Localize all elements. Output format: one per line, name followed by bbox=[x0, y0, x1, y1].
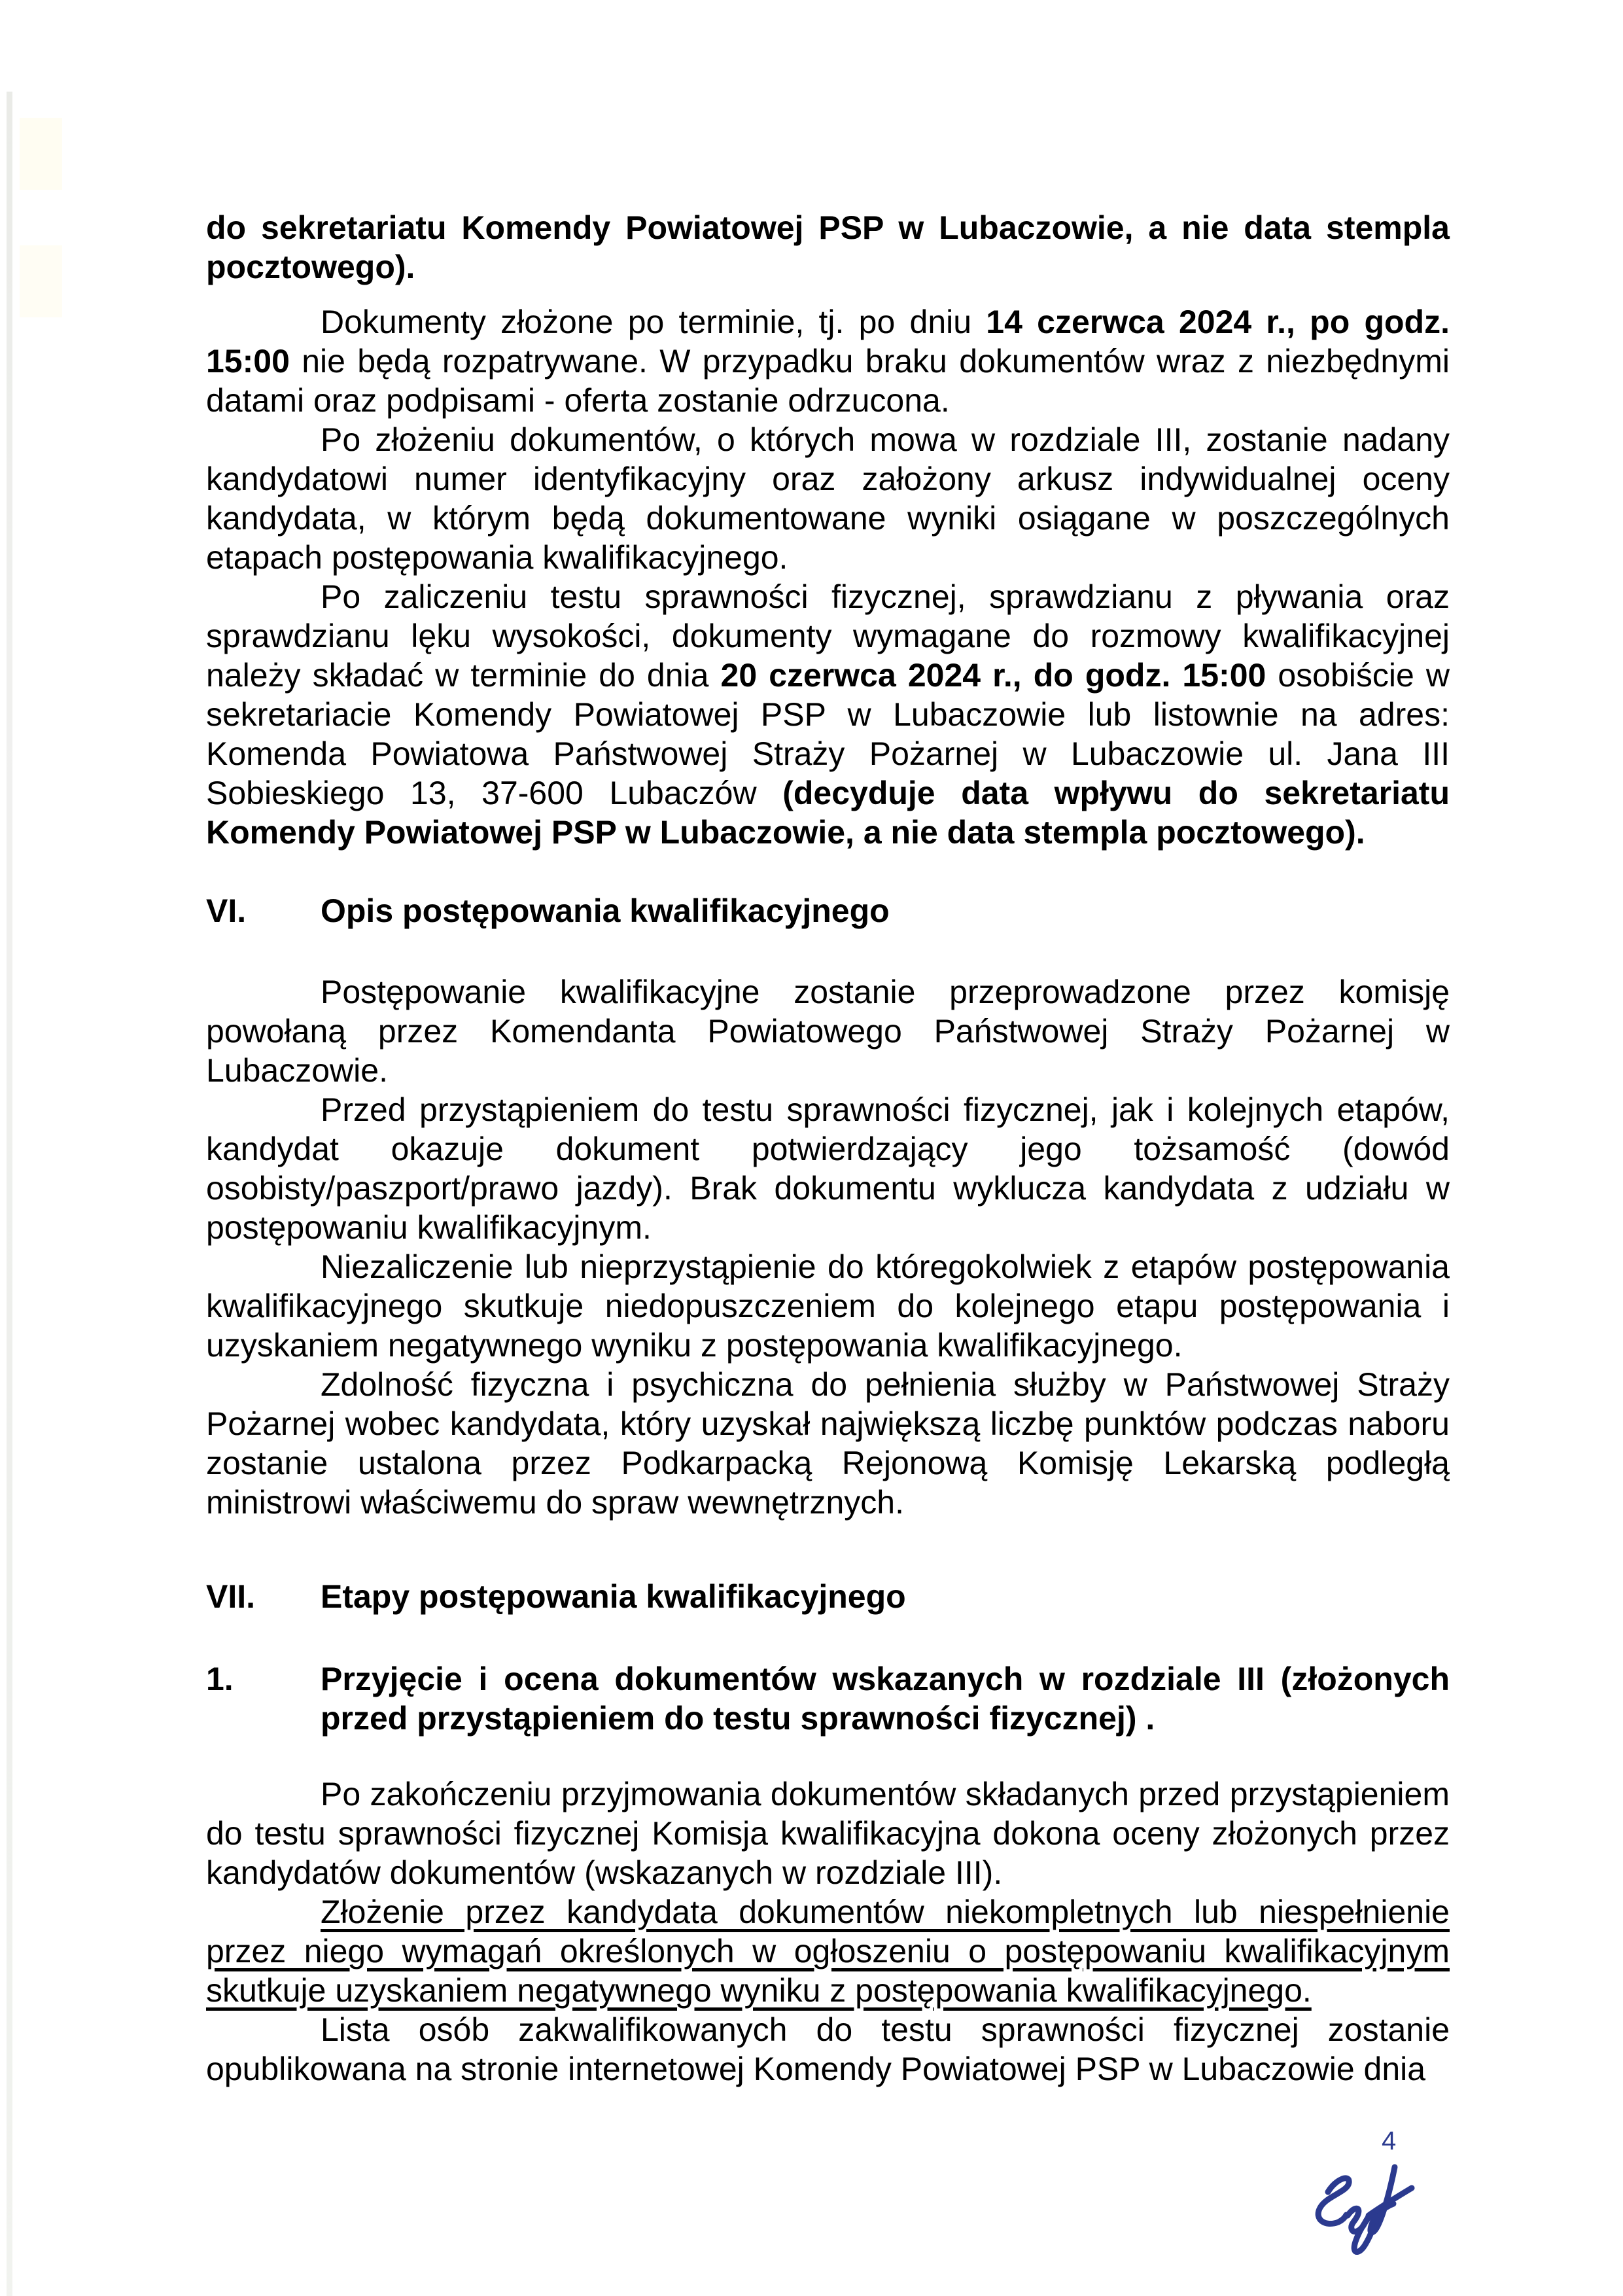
text-run: Zdolność fizyczna i psychiczna do pełnienia służby w Państwowej Straży Pożarnej wobec kandydata, który uzyskał największą liczbę punktów podczas naboru zostanie ustalona przez Podkarpacką Rejonową Komisję Lekarską podległą ministrowi właściwemu do spraw wewnętrznych. bbox=[206, 1366, 1450, 1521]
item-number: 1. bbox=[206, 1661, 234, 1697]
section-heading-vi bbox=[206, 891, 1450, 930]
text-run: Po zakończeniu przyjmowania dokumentów składanych przed przystąpieniem do testu sprawności fizycznej Komisja kwalifikacyjna dokona oceny złożonych przez kandydatów dokumentów (wskazanych w rozdziale III). bbox=[206, 1776, 1450, 1891]
text-run: Po złożeniu dokumentów, o których mowa w rozdziale III, zostanie nadany kandydatowi numer identyfikacyjny oraz założony arkusz indywidualnej oceny kandydata, w którym będą dokumentowane wyniki osiągane w poszczególnych etapach postępowania kwalifikacyjnego. bbox=[206, 421, 1450, 576]
document-text bbox=[206, 208, 1450, 2089]
text-run: Przed przystąpieniem do testu sprawności fizycznej, jak i kolejnych etapów, kandydat okazuje dokument potwierdzający jego tożsamość (dowód osobisty/paszport/prawo jazdy). Brak dokumentu wyklucza kandydata z udziału w postępowaniu kwalifikacyjnym. bbox=[206, 1091, 1450, 1246]
paragraph-qualified-list bbox=[206, 2010, 1450, 2089]
text-run: Lista osób zakwalifikowanych do testu sprawności fizycznej zostanie opublikowana na stronie internetowej Komendy Powiatowej PSP w Lubaczowie dnia bbox=[206, 2011, 1450, 2087]
page-number: 4 bbox=[1382, 2127, 1397, 2155]
scan-artifact-line bbox=[7, 92, 12, 2296]
paragraph-commission bbox=[206, 972, 1450, 1090]
text-run: Dokumenty złożone po terminie, tj. po dniu bbox=[321, 304, 986, 340]
paragraph-after-documents bbox=[206, 1775, 1450, 1892]
text-run: nie będą rozpatrywane. W przypadku braku dokumentów wraz z niezbędnymi datami oraz podpisami - oferta zostanie odrzucona. bbox=[206, 343, 1450, 419]
heading-number: VII. bbox=[206, 1578, 256, 1615]
paragraph-submit-documents bbox=[206, 577, 1450, 852]
heading-title: Opis postępowania kwalifikacyjnego bbox=[321, 892, 890, 929]
paragraph-continuation bbox=[206, 208, 1450, 287]
numbered-item-1-heading bbox=[206, 1659, 1450, 1738]
bold-date-run: 14 czerwca 2024 r., po godz. 15:00 bbox=[206, 304, 1450, 380]
signature-scribble-icon bbox=[1290, 2150, 1427, 2255]
bold-run: (decyduje data wpływu do sekretariatu Komendy Powiatowej PSP w Lubaczowie, a nie data stempla pocztowego). bbox=[206, 775, 1450, 851]
signature bbox=[1290, 2150, 1427, 2258]
text-run: Postępowanie kwalifikacyjne zostanie przeprowadzone przez komisję powołaną przez Komendanta Powiatowego Państwowej Straży Pożarnej w Lubaczowie. bbox=[206, 974, 1450, 1089]
bold-run: do sekretariatu Komendy Powiatowej PSP w Lubaczowie, a nie data stempla pocztowego). bbox=[206, 209, 1450, 285]
scan-artifact-smudge bbox=[20, 118, 62, 190]
section-heading-vii bbox=[206, 1577, 1450, 1616]
text-run: osobiście w sekretariacie Komendy Powiatowej PSP w Lubaczowie lub listownie na adres: Komenda Powiatowa Państwowej Straży Pożarnej w Lubaczowie ul. Jana III Sobieskiego 13, 37-600 Lubaczów bbox=[206, 657, 1450, 811]
heading-number: VI. bbox=[206, 892, 247, 929]
bold-date-run: 20 czerwca 2024 r., do godz. 15:00 bbox=[720, 657, 1266, 694]
paragraph-medical-commission bbox=[206, 1365, 1450, 1522]
item-title: Przyjęcie i ocena dokumentów wskazanych w rozdziale III (złożonych przed przystąpieniem do testu sprawności fizycznej) . bbox=[321, 1661, 1450, 1737]
scan-artifact-smudge bbox=[20, 245, 62, 317]
heading-title: Etapy postępowania kwalifikacyjnego bbox=[321, 1578, 906, 1615]
paragraph-failure-consequence bbox=[206, 1247, 1450, 1365]
underlined-run: Złożenie przez kandydata dokumentów niekompletnych lub niespełnienie przez niego wymagań określonych w ogłoszeniu o postępowaniu kwalifikacyjnym skutkuje uzyskaniem negatywnego wyniku z postępowania kwalifikacyjnego. bbox=[206, 1894, 1450, 2009]
paragraph-deadline bbox=[206, 302, 1450, 420]
text-run: Po zaliczeniu testu sprawności fizycznej, sprawdzianu z pływania oraz sprawdzianu lęku wysokości, dokumenty wymagane do rozmowy kwalifikacyjnej należy składać w terminie do dnia bbox=[206, 578, 1450, 694]
paragraph-identity-check bbox=[206, 1090, 1450, 1247]
paragraph-incomplete-documents-underlined bbox=[206, 1892, 1450, 2010]
text-run: Niezaliczenie lub nieprzystąpienie do któregokolwiek z etapów postępowania kwalifikacyjnego skutkuje niedopuszczeniem do kolejnego etapu postępowania i uzyskaniem negatywnego wyniku z postępowania kwalifikacyjnego. bbox=[206, 1248, 1450, 1364]
paragraph-id-number bbox=[206, 420, 1450, 577]
